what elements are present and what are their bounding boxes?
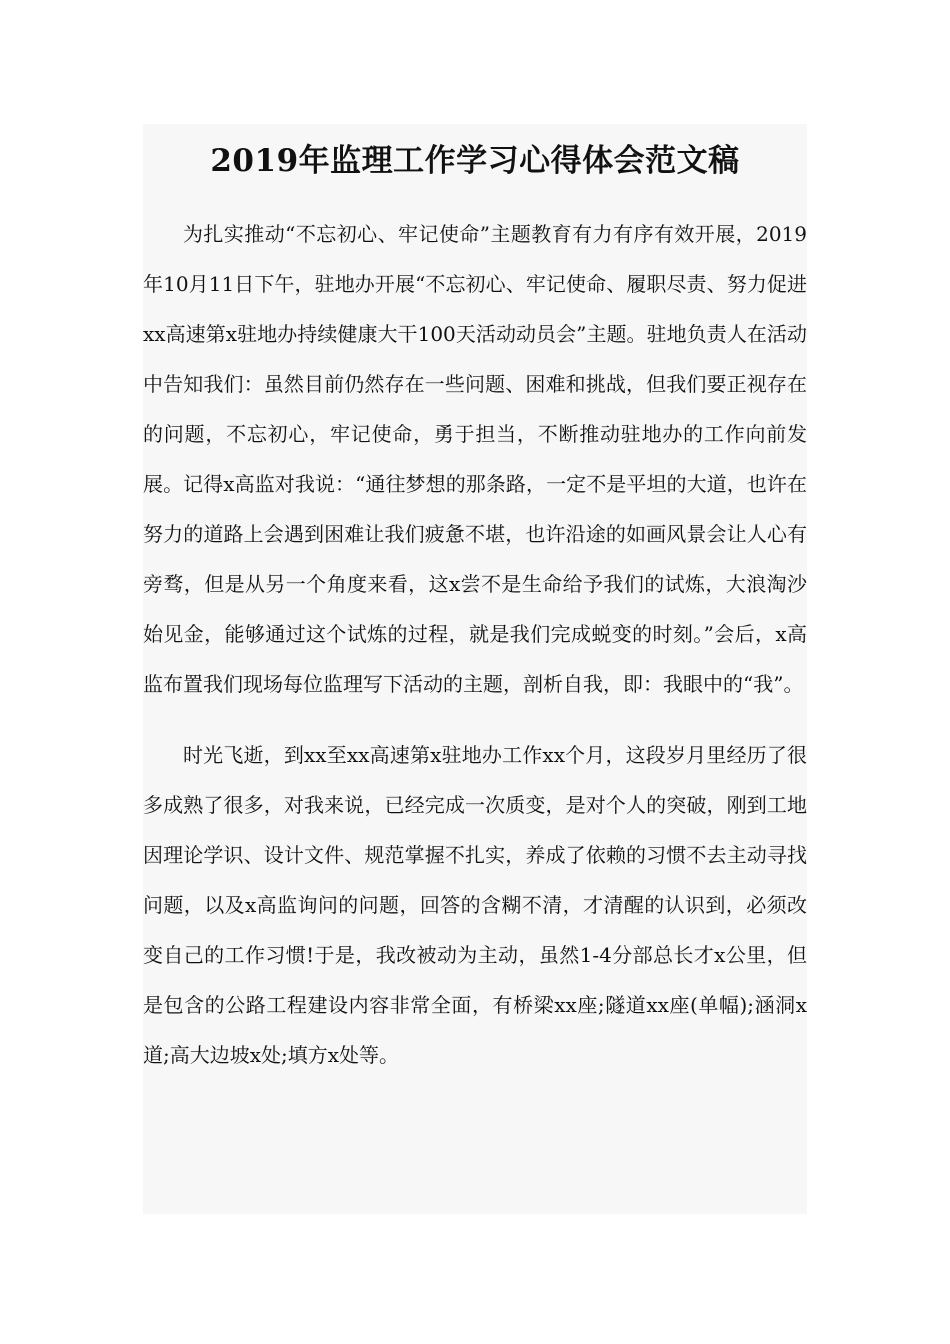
document-title: 2019年监理工作学习心得体会范文稿 — [210, 143, 740, 179]
paragraph-2: 时光飞逝，到xx至xx高速第x驻地办工作xx个月，这段岁月里经历了很多成熟了很多，对我来说，已经完成一次质变，是对个人的突破，刚到工地因理论学识、设计文件、规范掌握不扎实，养成了依赖的习惯不去主动寻找问题，以及x高监询问的问题，回答的含糊不清，才清醒的认识到，必须改变自己的工作习惯!于是，我改被动为主动，虽然1-4分部总长才x公里，但是包含的公路工程建设内容非常全面，有桥梁xx座;隧道xx座(单幅);涵洞x道;高大边坡x处;填方x处等。 — [143, 743, 807, 1067]
document-page — [143, 124, 807, 1214]
paragraph-1: 为扎实推动“不忘初心、牢记使命”主题教育有力有序有效开展，2019年10月11日下午，驻地办开展“不忘初心、牢记使命、履职尽责、努力促进xx高速第x驻地办持续健康大干100天活动动员会”主题。驻地负责人在活动中告知我们：虽然目前仍然存在一些问题、困难和挑战，但我们要正视存在的问题，不忘初心，牢记使命，勇于担当，不断推动驻地办的工作向前发展。记得x高监对我说：“通往梦想的那条路，一定不是平坦的大道，也许在努力的道路上会遇到困难让我们疲惫不堪，也许沿途的如画风景会让人心有旁骛，但是从另一个角度来看，这x尝不是生命给予我们的试炼，大浪淘沙始见金，能够通过这个试炼的过程，就是我们完成蜕变的时刻。”会后，x高监布置我们现场每位监理写下活动的主题，剖析自我，即：我眼中的“我”。 — [143, 222, 807, 696]
